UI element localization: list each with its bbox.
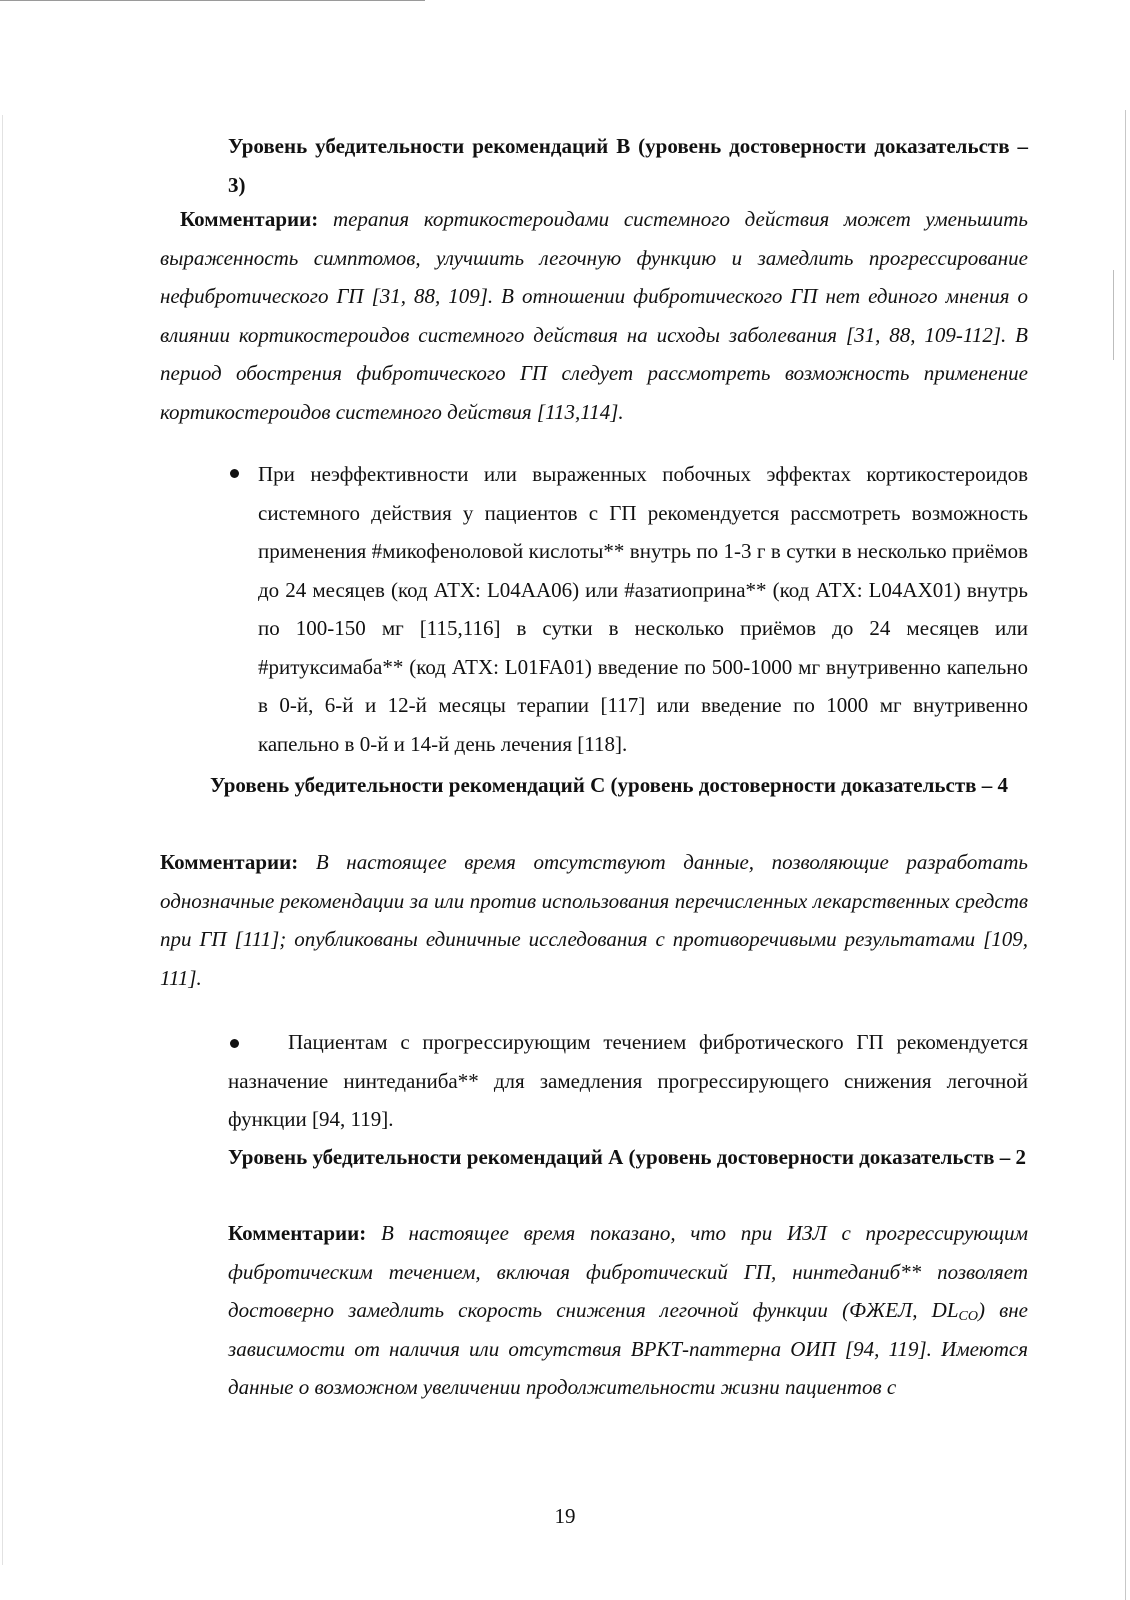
comment-paragraph-3 [228,1214,1028,1407]
recommendation-level-a: Уровень убедительности рекомендаций А (уровень достоверности доказательств – 2 [228,1145,1026,1169]
comment-text: В настоящее время показано, что при ИЗЛ с прогрессирующим фибротическим течением, включая фибротический ГП, нинтеданиб** позволяет достоверно замедлить скорость снижения легочной функции (ФЖЕЛ, $DL_{CO}$) вне зависимости от наличия или отсутствия ВРКТ-паттерна ОИП [94, 119]. Имеются данные о возможном увеличении продолжительности жизни пациентов с [228,1221,1028,1399]
comment-label: Комментарии: [180,207,319,231]
recommendation-level-b: Уровень убедительности рекомендаций В (уровень достоверности доказательств – 3) [228,134,1028,197]
comment-paragraph-2 [160,843,1028,997]
page-number: 19 [554,1504,576,1528]
comment-label: Комментарии: [160,850,299,874]
recommendation-bullet-1: При неэффективности или выраженных побочных эффектах кортикостероидов системного действия у пациентов с ГП рекомендуется рассмотреть возможность применения #микофеноловой кислоты** внутрь по 1-3 г в сутки в несколько приёмов до 24 месяцев (код АТХ: L04AA06) или #азатиоприна** (код АТХ: L04AX01) внутрь по 100-150 мг [115,116] в сутки в несколько приёмов до 24 месяцев или #ритуксимаба** (код АТХ: L01FA01) введение по 500-1000 мг внутривенно капельно в 0-й, 6-й и 12-й месяцы терапии [117] или введение по 1000 мг внутривенно капельно в 0-й и 14-й день лечения [118]. [258,462,1028,756]
comment-text: терапия кортикостероидами системного действия может уменьшить выраженность симптомов, улучшить легочную функцию и замедлить прогрессирование нефибротического ГП [31, 88, 109]. В отношении фибротического ГП нет единого мнения о влиянии кортикостероидов системного действия на исходы заболевания [31, 88, 109-112]. В период обострения фибротического ГП следует рассмотреть возможность применение кортикостероидов системного действия [113,114]. [160,207,1028,424]
subscript-co: CO [958,1309,978,1324]
comment-text: В настоящее время отсутствуют данные, позволяющие разработать однозначные рекомендации за или против использования перечисленных лекарственных средств при ГП [111]; опубликованы единичные исследования с противоречивыми результатами [109, 111]. [160,850,1028,990]
comment-label: Комментарии: [228,1221,367,1245]
recommendation-level-c: Уровень убедительности рекомендаций С (уровень достоверности доказательств – 4 [210,773,1008,797]
recommendation-bullet-2: Пациентам с прогрессирующим течением фибротического ГП рекомендуется назначение нинтеданиба** для замедления прогрессирующего снижения легочной функции [94, 119]. [228,1030,1028,1131]
comment-paragraph-1 [160,200,1028,431]
bullet-icon [230,469,239,478]
